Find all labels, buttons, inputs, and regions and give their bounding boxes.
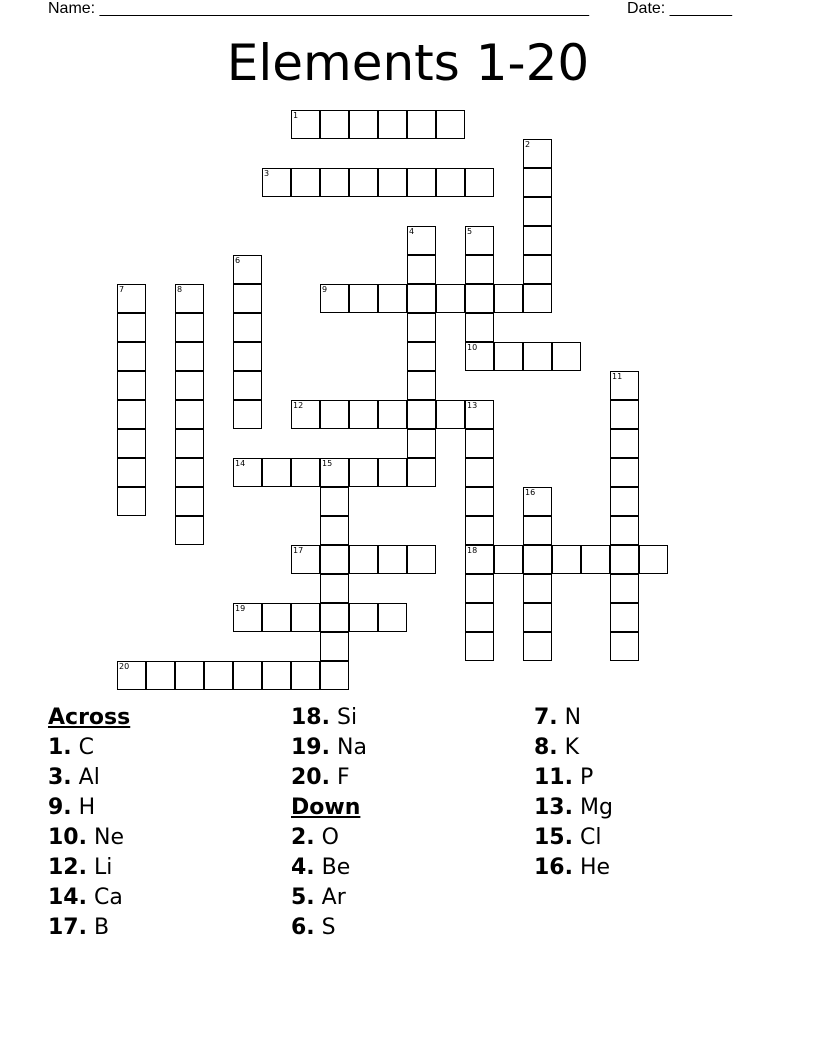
grid-cell[interactable] xyxy=(117,371,146,400)
grid-cell[interactable] xyxy=(320,458,349,487)
clue-number-label: 7 xyxy=(119,285,125,294)
grid-cell[interactable] xyxy=(320,284,349,313)
grid-cell[interactable] xyxy=(523,487,552,516)
grid-cell[interactable] xyxy=(523,255,552,284)
grid-cell[interactable] xyxy=(465,313,494,342)
grid-cell[interactable] xyxy=(349,284,378,313)
across-heading: Across xyxy=(48,705,131,730)
page-title: Elements 1-20 xyxy=(226,34,590,92)
grid-cell[interactable] xyxy=(349,603,378,632)
grid-cell[interactable] xyxy=(320,110,349,139)
grid-cell[interactable] xyxy=(291,400,320,429)
grid-cell[interactable] xyxy=(291,545,320,574)
grid-cell[interactable] xyxy=(175,516,204,545)
grid-cell[interactable] xyxy=(146,661,175,690)
grid-cell[interactable] xyxy=(610,371,639,400)
grid-cell[interactable] xyxy=(465,226,494,255)
grid-cell[interactable] xyxy=(465,284,494,313)
grid-cell[interactable] xyxy=(465,342,494,371)
grid-cell[interactable] xyxy=(523,226,552,255)
grid-cell[interactable] xyxy=(436,400,465,429)
grid-cell[interactable] xyxy=(552,342,581,371)
grid-cell[interactable] xyxy=(407,400,436,429)
grid-cell[interactable] xyxy=(523,603,552,632)
grid-cell[interactable] xyxy=(320,574,349,603)
grid-cell[interactable] xyxy=(233,284,262,313)
grid-cell[interactable] xyxy=(291,458,320,487)
grid-cell[interactable] xyxy=(175,487,204,516)
grid-cell[interactable] xyxy=(610,516,639,545)
grid-cell[interactable] xyxy=(175,458,204,487)
grid-cell[interactable] xyxy=(175,429,204,458)
grid-cell[interactable] xyxy=(465,168,494,197)
grid-cell[interactable] xyxy=(552,545,581,574)
grid-cell[interactable] xyxy=(523,139,552,168)
grid-cell[interactable] xyxy=(117,458,146,487)
grid-cell[interactable] xyxy=(436,168,465,197)
clue-number-label: 18 xyxy=(467,546,478,555)
grid-cell[interactable] xyxy=(175,371,204,400)
clue-down-7: 7. N xyxy=(534,705,582,730)
grid-cell[interactable] xyxy=(117,400,146,429)
grid-cell[interactable] xyxy=(465,516,494,545)
grid-cell[interactable] xyxy=(523,168,552,197)
clue-column-3 xyxy=(534,703,613,883)
clue-number-label: 6 xyxy=(235,256,241,265)
grid-cell[interactable] xyxy=(175,661,204,690)
clue-number-label: 12 xyxy=(293,401,304,410)
down-heading: Down xyxy=(291,795,361,820)
grid-cell[interactable] xyxy=(378,110,407,139)
grid-cell[interactable] xyxy=(175,284,204,313)
clue-across-1: 1. C xyxy=(48,735,95,760)
grid-cell[interactable] xyxy=(407,458,436,487)
grid-cell[interactable] xyxy=(291,603,320,632)
grid-cell[interactable] xyxy=(523,632,552,661)
grid-cell[interactable] xyxy=(465,603,494,632)
clue-number-label: 16 xyxy=(525,488,536,497)
grid-cell[interactable] xyxy=(407,168,436,197)
grid-cell[interactable] xyxy=(523,574,552,603)
clue-number-label: 5 xyxy=(467,227,473,236)
grid-cell[interactable] xyxy=(233,458,262,487)
grid-cell[interactable] xyxy=(291,110,320,139)
grid-cell[interactable] xyxy=(349,545,378,574)
grid-cell[interactable] xyxy=(407,284,436,313)
grid-cell[interactable] xyxy=(523,284,552,313)
grid-cell[interactable] xyxy=(117,313,146,342)
grid-cell[interactable] xyxy=(494,284,523,313)
grid-cell[interactable] xyxy=(349,110,378,139)
grid-cell[interactable] xyxy=(378,603,407,632)
clue-across-18: 18. Si xyxy=(291,705,358,730)
grid-cell[interactable] xyxy=(291,168,320,197)
clue-down-4: 4. Be xyxy=(291,855,351,880)
grid-cell[interactable] xyxy=(233,603,262,632)
grid-cell[interactable] xyxy=(378,284,407,313)
grid-cell[interactable] xyxy=(465,574,494,603)
date-field[interactable]: Date: _______ xyxy=(627,0,732,17)
grid-cell[interactable] xyxy=(523,545,552,574)
grid-cell[interactable] xyxy=(407,429,436,458)
grid-cell[interactable] xyxy=(233,371,262,400)
grid-cell[interactable] xyxy=(233,661,262,690)
clue-number-label: 19 xyxy=(235,604,246,613)
clue-number-label: 9 xyxy=(322,285,328,294)
clue-down-6: 6. S xyxy=(291,915,336,940)
grid-cell[interactable] xyxy=(407,226,436,255)
grid-cell[interactable] xyxy=(378,400,407,429)
clue-across-10: 10. Ne xyxy=(48,825,124,850)
grid-cell[interactable] xyxy=(581,545,610,574)
grid-cell[interactable] xyxy=(610,545,639,574)
grid-cell[interactable] xyxy=(262,603,291,632)
grid-cell[interactable] xyxy=(175,342,204,371)
clue-down-15: 15. Cl xyxy=(534,825,602,850)
grid-cell[interactable] xyxy=(262,458,291,487)
grid-cell[interactable] xyxy=(494,545,523,574)
grid-cell[interactable] xyxy=(204,661,233,690)
grid-cell[interactable] xyxy=(378,458,407,487)
grid-cell[interactable] xyxy=(465,632,494,661)
grid-cell[interactable] xyxy=(349,400,378,429)
name-field[interactable]: Name: _______________________________________________________ xyxy=(48,0,589,17)
grid-cell[interactable] xyxy=(465,400,494,429)
grid-cell[interactable] xyxy=(233,400,262,429)
grid-cell[interactable] xyxy=(465,545,494,574)
grid-cell[interactable] xyxy=(117,487,146,516)
clue-number-label: 10 xyxy=(467,343,478,352)
grid-cell[interactable] xyxy=(117,284,146,313)
clue-column-2 xyxy=(291,703,367,943)
grid-cell[interactable] xyxy=(320,400,349,429)
clue-across-20: 20. F xyxy=(291,765,350,790)
clue-number-label: 11 xyxy=(612,372,623,381)
grid-cell[interactable] xyxy=(320,632,349,661)
grid-cell[interactable] xyxy=(610,632,639,661)
grid-cell[interactable] xyxy=(175,313,204,342)
grid-cell[interactable] xyxy=(262,168,291,197)
grid-cell[interactable] xyxy=(639,545,668,574)
grid-cell[interactable] xyxy=(610,429,639,458)
clue-number-label: 14 xyxy=(235,459,246,468)
grid-cell[interactable] xyxy=(610,574,639,603)
grid-cell[interactable] xyxy=(610,487,639,516)
grid-cell[interactable] xyxy=(320,516,349,545)
grid-cell[interactable] xyxy=(407,342,436,371)
grid-cell[interactable] xyxy=(436,110,465,139)
grid-cell[interactable] xyxy=(465,458,494,487)
clue-number-label: 3 xyxy=(264,169,270,178)
grid-cell[interactable] xyxy=(349,168,378,197)
grid-cell[interactable] xyxy=(349,458,378,487)
grid-cell[interactable] xyxy=(117,661,146,690)
clue-down-11: 11. P xyxy=(534,765,594,790)
grid-cell[interactable] xyxy=(407,110,436,139)
grid-cell[interactable] xyxy=(320,487,349,516)
grid-cell[interactable] xyxy=(175,400,204,429)
grid-cell[interactable] xyxy=(610,400,639,429)
grid-cell[interactable] xyxy=(523,197,552,226)
grid-cell[interactable] xyxy=(117,342,146,371)
clue-down-16: 16. He xyxy=(534,855,611,880)
grid-cell[interactable] xyxy=(523,516,552,545)
clue-number-label: 20 xyxy=(119,662,130,671)
grid-cell[interactable] xyxy=(320,545,349,574)
clue-across-9: 9. H xyxy=(48,795,96,820)
grid-cell[interactable] xyxy=(465,429,494,458)
grid-cell[interactable] xyxy=(233,255,262,284)
grid-cell[interactable] xyxy=(233,313,262,342)
clue-number-label: 4 xyxy=(409,227,415,236)
grid-cell[interactable] xyxy=(320,168,349,197)
clue-across-3: 3. Al xyxy=(48,765,100,790)
clue-number-label: 17 xyxy=(293,546,304,555)
clue-down-13: 13. Mg xyxy=(534,795,613,820)
grid-cell[interactable] xyxy=(233,342,262,371)
clue-number-label: 1 xyxy=(293,111,299,120)
clue-number-label: 13 xyxy=(467,401,478,410)
grid-cell[interactable] xyxy=(262,661,291,690)
grid-cell[interactable] xyxy=(610,458,639,487)
clue-down-8: 8. K xyxy=(534,735,580,760)
grid-cell[interactable] xyxy=(320,603,349,632)
grid-cell[interactable] xyxy=(407,255,436,284)
clue-across-14: 14. Ca xyxy=(48,885,123,910)
grid-cell[interactable] xyxy=(610,603,639,632)
grid-cell[interactable] xyxy=(465,255,494,284)
grid-cell[interactable] xyxy=(378,168,407,197)
grid-cell[interactable] xyxy=(320,661,349,690)
clue-across-17: 17. B xyxy=(48,915,110,940)
grid-cell[interactable] xyxy=(523,342,552,371)
grid-cell[interactable] xyxy=(117,429,146,458)
clue-down-5: 5. Ar xyxy=(291,885,346,910)
clue-down-2: 2. O xyxy=(291,825,339,850)
grid-cell[interactable] xyxy=(436,284,465,313)
clue-number-label: 2 xyxy=(525,140,531,149)
grid-cell[interactable] xyxy=(465,487,494,516)
grid-cell[interactable] xyxy=(407,545,436,574)
clue-number-label: 15 xyxy=(322,459,333,468)
clue-number-label: 8 xyxy=(177,285,183,294)
grid-cell[interactable] xyxy=(407,371,436,400)
clue-across-12: 12. Li xyxy=(48,855,113,880)
clue-across-19: 19. Na xyxy=(291,735,367,760)
clue-column-1 xyxy=(48,703,130,943)
grid-cell[interactable] xyxy=(494,342,523,371)
grid-cell[interactable] xyxy=(407,313,436,342)
grid-cell[interactable] xyxy=(378,545,407,574)
grid-cell[interactable] xyxy=(291,661,320,690)
